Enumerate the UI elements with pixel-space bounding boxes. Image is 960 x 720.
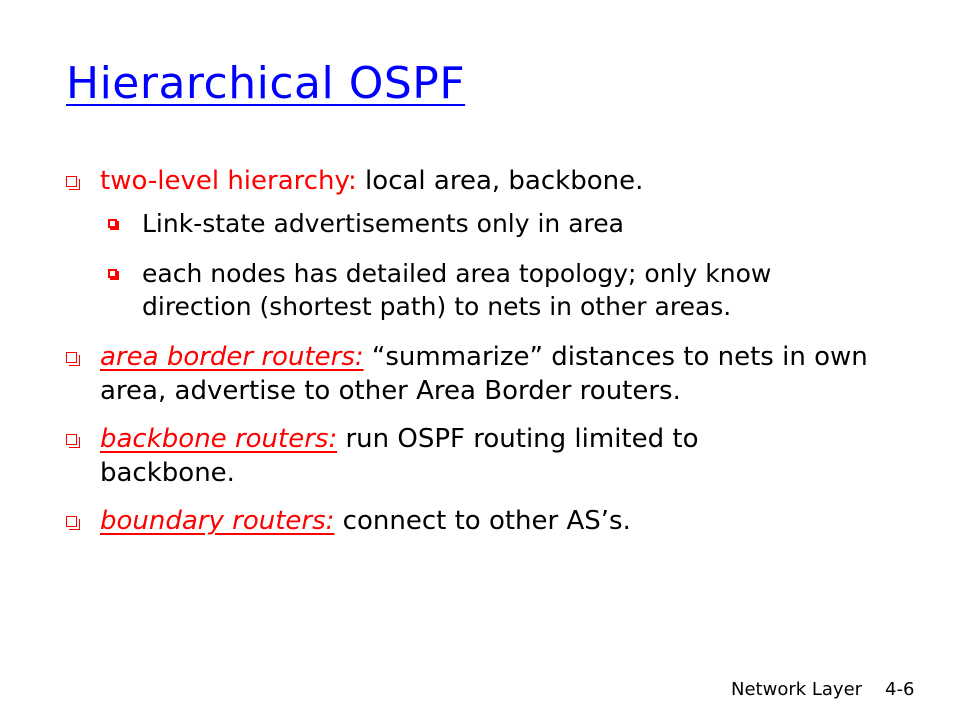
bullet-lead: two-level hierarchy: — [100, 166, 357, 196]
slide-title: Hierarchical OSPF — [66, 58, 466, 109]
footer-page-number: 4-6 — [885, 679, 915, 700]
bullet-lead: area border routers: — [100, 342, 364, 372]
bullet-boundary-routers — [100, 504, 880, 538]
square-bullet-icon — [66, 176, 77, 187]
bullet-lead: boundary routers: — [100, 506, 335, 536]
sub-bullet-detailed-topology: each nodes has detailed area topology; only know direction (shortest path) to nets in other areas. — [142, 259, 772, 321]
sub-bullet-lsa-only-in-area: Link-state advertisements only in area — [142, 209, 624, 238]
bullet-text: local area, backbone. — [356, 166, 644, 196]
filled-box-bullet-icon — [107, 218, 119, 230]
bullet-backbone-routers — [100, 422, 800, 490]
bullet-text: “summarize” distances to nets in own area, advertise to other Area Border routers. — [100, 342, 868, 406]
bullet-area-border-routers — [100, 340, 900, 408]
square-bullet-icon — [66, 516, 77, 527]
square-bullet-icon — [66, 352, 77, 363]
bullet-two-level-hierarchy — [100, 164, 880, 198]
footer-section-label: Network Layer — [731, 679, 863, 700]
bullet-text: run OSPF routing limited to backbone. — [100, 424, 699, 488]
bullet-lead: backbone routers: — [100, 424, 338, 454]
filled-box-bullet-icon — [107, 268, 119, 280]
bullet-text: connect to other AS’s. — [334, 506, 631, 536]
square-bullet-icon — [66, 434, 77, 445]
